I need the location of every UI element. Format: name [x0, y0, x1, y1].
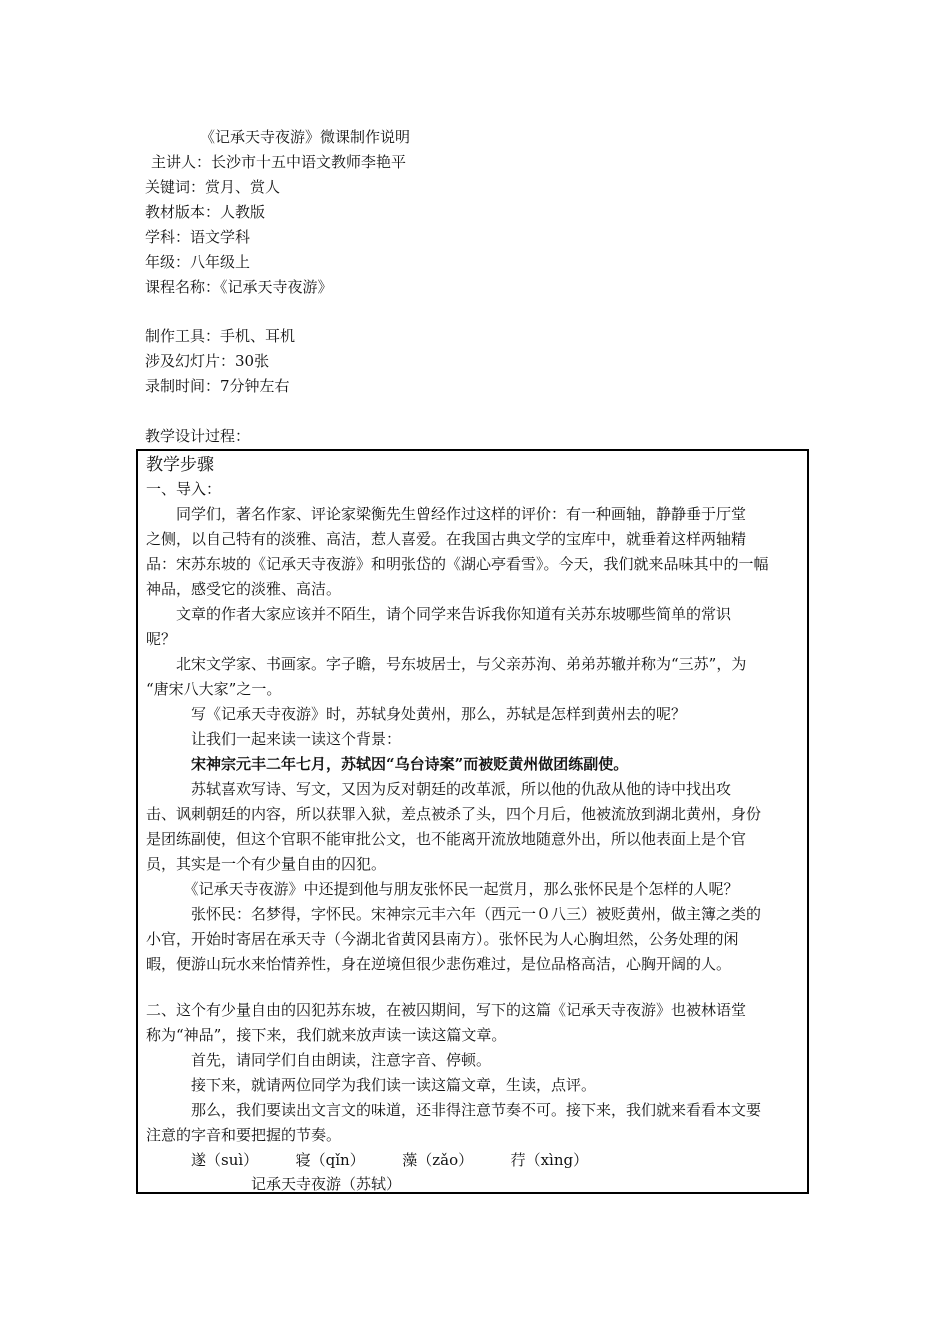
box-line: 同学们，著名作家、评论家梁衡先生曾经作过这样的评价：有一种画轴，静静垂于厅堂 [146, 505, 747, 523]
background-bold-line: 宋神宗元丰二年七月，苏轼因“乌台诗案”而被贬黄州做团练副使。 [146, 755, 629, 773]
box-line: 让我们一起来读一读这个背景： [146, 730, 402, 748]
box-line: 一、导入： [146, 480, 222, 498]
course-line: 课程名称：《记承天寺夜游》 [145, 278, 333, 296]
pronunciation-line: 遂（suì） 寝（qǐn） 藻（zǎo） 荇（xìng） [146, 1151, 589, 1169]
grade-line: 年级：八年级上 [145, 253, 251, 271]
box-line: 接下来，就请两位同学为我们读一读这篇文章，生读，点评。 [146, 1076, 597, 1094]
box-line: 神品，感受它的淡雅、高洁。 [146, 580, 342, 598]
box-line: 文章的作者大家应该并不陌生，请个同学来告诉我你知道有关苏东坡哪些简单的常识 [146, 605, 732, 623]
box-line: 呢？ [146, 630, 177, 648]
box-line: 称为“神品”，接下来，我们就来放声读一读这篇文章。 [146, 1026, 507, 1044]
box-heading: 教学步骤 [146, 455, 214, 475]
box-line: 二、这个有少量自由的囚犯苏东坡，在被囚期间，写下的这篇《记承天寺夜游》也被林语堂 [146, 1001, 747, 1019]
box-line: 击、讽刺朝廷的内容，所以获罪入狱，差点被杀了头，四个月后，他被流放到湖北黄州，身份 [146, 805, 762, 823]
box-line: “唐宋八大家”之一。 [146, 680, 282, 698]
box-line: 员，其实是一个有少量自由的囚犯。 [146, 855, 387, 873]
subject-line: 学科：语文学科 [145, 228, 251, 246]
box-line: 写《记承天寺夜游》时，苏轼身处黄州，那么，苏轼是怎样到黄州去的呢？ [146, 705, 687, 723]
box-line: 那么，我们要读出文言文的味道，还非得注意节奏不可。接下来，我们就来看看本文要 [146, 1101, 762, 1119]
box-line: 首先，请同学们自由朗读，注意字音、停顿。 [146, 1051, 492, 1069]
slides-line: 涉及幻灯片：30张 [145, 352, 270, 370]
speaker-line: 主讲人：长沙市十五中语文教师李艳平 [151, 153, 407, 171]
box-line: 品：宋苏东坡的《记承天寺夜游》和明张岱的《湖心亭看雪》。今天，我们就来品味其中的一幅 [146, 555, 769, 573]
box-line: 之侧，以自己特有的淡雅、高洁，惹人喜爱。在我国古典文学的宝库中，就垂着这样两轴精 [146, 530, 747, 548]
box-line: 《记承天寺夜游》中还提到他与朋友张怀民一起赏月，那么张怀民是个怎样的人呢？ [146, 880, 739, 898]
doc-title: 《记承天寺夜游》微课制作说明 [200, 128, 411, 146]
box-line: 张怀民：名梦得，字怀民。宋神宗元丰六年（西元一０八三）被贬黄州，做主簿之类的 [146, 905, 762, 923]
teaching-steps-box [136, 449, 809, 1194]
box-line: 苏轼喜欢写诗、写文，又因为反对朝廷的改革派，所以他的仇敌从他的诗中找出攻 [146, 780, 732, 798]
box-line: 暇，便游山玩水来怡情养性，身在逆境但很少悲伤难过，是位品格高洁，心胸开阔的人。 [146, 955, 732, 973]
process-label: 教学设计过程： [145, 427, 251, 445]
edition-line: 教材版本：人教版 [145, 203, 266, 221]
keywords-line: 关键词：赏月、赏人 [145, 178, 281, 196]
box-line: 小官，开始时寄居在承天寺（今湖北省黄冈县南方）。张怀民为人心胸坦然，公务处理的闲 [146, 930, 739, 948]
box-line: 注意的字音和要把握的节奏。 [146, 1126, 342, 1144]
box-line: 是团练副使，但这个官职不能审批公文，也不能离开流放地随意外出，所以他表面上是个官 [146, 830, 747, 848]
poem-title-line: 记承天寺夜游（苏轼） [146, 1175, 402, 1193]
box-line: 北宋文学家、书画家。字子瞻，号东坡居士，与父亲苏洵、弟弟苏辙并称为“三苏”，为 [146, 655, 747, 673]
tools-line: 制作工具：手机、耳机 [145, 327, 296, 345]
duration-line: 录制时间：7分钟左右 [145, 377, 290, 395]
